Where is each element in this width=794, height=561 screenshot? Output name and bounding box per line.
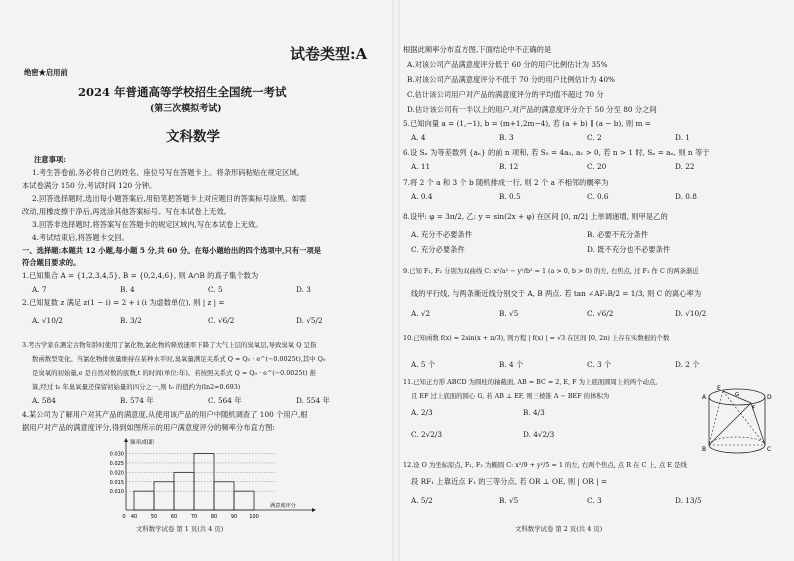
page-footer: 文科数学试卷 第 2 页(共 4 页) [515, 525, 603, 533]
exam-subtitle: (第三次模拟考试) [150, 104, 222, 114]
q7-option: B. 0.5 [499, 192, 521, 201]
q10-option: C. 3 个 [587, 360, 612, 369]
x-tick-label: 80 [210, 514, 218, 520]
label-B: B [702, 446, 707, 453]
q11-option: A. 2/3 [411, 408, 433, 417]
q9-option: C. √6/2 [587, 309, 614, 318]
x-axis-label: 满意度评分 [270, 503, 296, 509]
q10-option: B. 4 个 [499, 360, 524, 369]
q6-option: A. 11 [411, 162, 431, 171]
frequency-histogram [98, 436, 338, 522]
question-3-line: 算,经过 t₀ 年臭氧量还保留初始量的四分之一,则 t₀ 的值约为(ln2≈0.693) [32, 383, 241, 391]
q6-option: C. 20 [587, 162, 607, 171]
q11-option: C. 2√2/3 [411, 430, 442, 439]
question-5-stem: 5.已知向量 a = (1,−1), b = (m+1,2m−4), 若 (a + b) ∥ (a − b), 则 m = [403, 119, 651, 128]
q3-option: D. 554 年 [296, 396, 330, 405]
label-D: D [767, 394, 772, 401]
question-6-stem: 6.设 Sₙ 为等差数列 {aₙ} 的前 n 项和, 若 S₅ = 4a₃, a₁ > 0, 若 n > 1 时, Sₙ = aₙ, 则 n 等于 [403, 148, 710, 157]
q11-option: D. 4√2/3 [523, 430, 555, 439]
q10-option: A. 5 个 [411, 360, 436, 369]
q7-option: A. 0.4 [411, 192, 433, 201]
question-11-line: 且 EF 过上底面的圆心 G, 若 AB ⊥ EF, 则三棱锥 A − BEF 的体积为 [411, 392, 610, 400]
note-line: 2.回答选择题时,选出每小题答案后,用铅笔把答题卡上对应题目的答案标号涂黑。如需 [32, 194, 307, 203]
x-tick-label: 70 [190, 514, 198, 520]
x-tick-label: 50 [150, 514, 158, 520]
section-heading-cont: 符合题目要求的。 [22, 258, 81, 267]
label-G: G [735, 392, 740, 398]
question-4-line: 据用户对产品的满意度评分,得到如图所示的用户满意度评分的频率分布直方图: [22, 423, 275, 432]
question-3-line: 是臭氧的初始量,e 是自然对数的底数,t 的时间(单位:年)。若按照关系式 Q = Q₀ · e^(−0.0025t) 推 [32, 369, 316, 377]
question-9-line: 线的平行线, 与两条渐近线分别交于 A, B 两点. 若 tan ∠AF₁B/2 = 1/3, 则 C 的离心率为 [411, 289, 702, 298]
y-tick-label: 0.010 [109, 489, 124, 496]
notes-heading: 注意事项: [34, 155, 66, 164]
q12-option: C. 3 [587, 496, 602, 505]
y-tick-label: 0.025 [109, 460, 124, 467]
x-tick-label: 40 [130, 514, 138, 520]
q5-option: A. 4 [411, 133, 426, 142]
q8-option: D. 既不充分也不必要条件 [587, 245, 671, 254]
page-footer: 文科数学试卷 第 1 页(共 4 页) [136, 525, 224, 533]
x-axis-arrow [312, 508, 316, 512]
histogram-bar [214, 482, 234, 510]
q8-option: C. 充分必要条件 [411, 245, 465, 254]
question-11-line: 11.已知正方形 ABCD 为圆柱的轴截面, AB = BC = 2, E, F 为上底面圆周上的两个动点, [403, 378, 658, 386]
question-10-stem: 10.已知函数 f(x) = 2sin(x + π/3), 则方程 | f(x) | = √3 在区间 [0, 2π) 上存在实数根的个数 [403, 334, 670, 342]
x-tick-label: 60 [170, 514, 178, 520]
q4-conclusion-stem: 根据此频率分布直方图,下面结论中不正确的是 [403, 45, 552, 54]
question-8-stem: 8.设甲: φ = 3π/2, 乙: y = sin(2x + φ) 在区间 [0, π/2] 上单调递增, 则甲是乙的 [403, 212, 668, 221]
secret-mark: 绝密★启用前 [24, 68, 68, 77]
q9-option: A. √2 [411, 309, 431, 318]
q5-option: C. 2 [587, 133, 602, 142]
q4-option: C.估计该公司用户对产品的满意度评分的平均值不超过 70 分 [407, 90, 604, 99]
page-fold [392, 0, 400, 561]
q12-option: B. √5 [499, 496, 519, 505]
q3-option: B. 574 年 [120, 396, 154, 405]
question-3-line: 3.考古学家在测定古物年龄时使用了氯化物,氯化物的释放速率下降了大气上层的臭氧层,导致臭氧 Q 呈指 [22, 341, 317, 349]
y-tick-label: 0.020 [109, 470, 124, 477]
q2-option: D. √5/2 [296, 316, 323, 325]
note-line: 4.考试结束后,将答题卡交回。 [32, 233, 129, 242]
q10-option: D. 2 个 [675, 360, 700, 369]
y-tick-label: 0.015 [109, 479, 124, 486]
note-line: 1.考生答卷前,务必将自己的姓名、座位号写在答题卡上。将条形码粘贴在规定区域。 [32, 168, 304, 177]
histogram-bar [234, 491, 254, 510]
q5-option: D. 1 [675, 133, 690, 142]
q9-option: B. √5 [499, 309, 519, 318]
label-E: E [717, 385, 721, 392]
left-page [20, 0, 388, 561]
question-3-line: 数函数型变化。当氯化物排放量维持在某种水平时,臭氧量满足关系式 Q = Q₀ · e^(−0.0025t),其中 Q₀ [32, 355, 326, 363]
q1-option: D. 3 [296, 285, 311, 294]
section-heading: 一、选择题:本题共 12 小题,每小题 5 分,共 60 分。在每小题给出的四个选项中,只有一项是 [22, 246, 322, 255]
q1-option: B. 4 [120, 285, 135, 294]
question-9-line: 9.已知 F₁, F₂ 分别为双曲线 C: x²/a² − y²/b² = 1 (a > 0, b > 0) 的左, 右焦点, 过 F₁ 作 C 的两条渐近 [403, 267, 699, 275]
q9-option: D. √10/2 [675, 309, 707, 318]
q7-option: D. 0.8 [675, 192, 697, 201]
question-2-stem: 2.已知复数 z 满足 z(1 − i) = 2 + i (i 为虚数单位), 则 | z | = [22, 298, 225, 307]
q8-option: A. 充分不必要条件 [411, 230, 472, 239]
x-tick-label: 90 [230, 514, 238, 520]
x-tick-label: 0 [122, 514, 126, 520]
q4-option: A.对该公司产品满意度评分低于 60 分的用户比例估计为 35% [407, 60, 608, 69]
q2-option: B. 3/2 [120, 316, 142, 325]
q6-option: B. 12 [499, 162, 519, 171]
q5-option: B. 3 [499, 133, 514, 142]
question-12-line: 段 RF₁ 上靠近点 F₁ 的三等分点, 若 OR ⊥ OE, 则 | OR | = [411, 477, 607, 486]
q2-option: C. √6/2 [208, 316, 235, 325]
q3-option: C. 564 年 [208, 396, 242, 405]
label-C: C [767, 446, 772, 453]
question-7-stem: 7.将 2 个 a 和 3 个 b 随机排成一行, 则 2 个 a 不相邻的概率为 [403, 178, 609, 187]
q12-option: A. 5/2 [411, 496, 433, 505]
paper-type-label: 试卷类型:A [290, 45, 368, 63]
q11-option: B. 4/3 [523, 408, 545, 417]
q2-option: A. √10/2 [32, 316, 63, 325]
note-line: 本试卷满分 150 分,考试时间 120 分钟。 [22, 181, 157, 190]
y-axis-label: 频率/组距 [130, 440, 155, 446]
q8-option: B. 必要不充分条件 [587, 230, 649, 239]
note-line: 3.回答非选择题时,将答案写在答题卡的规定区域内,写在本试卷上无效。 [32, 220, 263, 229]
q4-option: B.对该公司产品满意度评分不低于 70 分的用户比例估计为 40% [407, 75, 615, 84]
q3-option: A. 584 [32, 396, 56, 405]
histogram-bar [134, 491, 154, 510]
x-tick-label: 100 [249, 514, 259, 520]
cylinder-figure [699, 383, 775, 455]
note-line: 改动,用橡皮擦干净后,再选涂其他答案标号。写在本试卷上无效。 [22, 207, 231, 216]
subject-title: 文科数学 [166, 129, 220, 145]
q12-option: D. 13/5 [675, 496, 702, 505]
q1-option: A. 7 [32, 285, 47, 294]
exam-title: 2024 年普通高等学校招生全国统一考试 [78, 85, 287, 99]
y-tick-label: 0.030 [109, 451, 124, 458]
q6-option: D. 22 [675, 162, 695, 171]
q7-option: C. 0.6 [587, 192, 609, 201]
y-axis-arrow [124, 438, 128, 442]
question-4-line: 4.某公司为了解用户对其产品的满意度,从使用该产品的用户中随机调查了 100 个用户,根 [22, 410, 308, 419]
label-F: F [752, 405, 756, 412]
histogram-bar [154, 482, 174, 510]
q1-option: C. 5 [208, 285, 223, 294]
question-12-line: 12.设 O 为坐标原点, F₁, F₂ 为椭圆 C: x²/9 + y²/5 = 1 的左, 右两个焦点, 点 R 在 C 上, 点 E 是线 [403, 461, 687, 469]
q4-option: D.估计该公司有一半以上的用户,对产品的满意度评分介于 50 分至 80 分之间 [407, 105, 657, 114]
label-A: A [702, 394, 707, 401]
right-page [403, 0, 773, 561]
question-1-stem: 1.已知集合 A = {1,2,3,4,5}, B = {0,2,4,6}, 则 A∩B 的真子集个数为 [22, 271, 259, 280]
